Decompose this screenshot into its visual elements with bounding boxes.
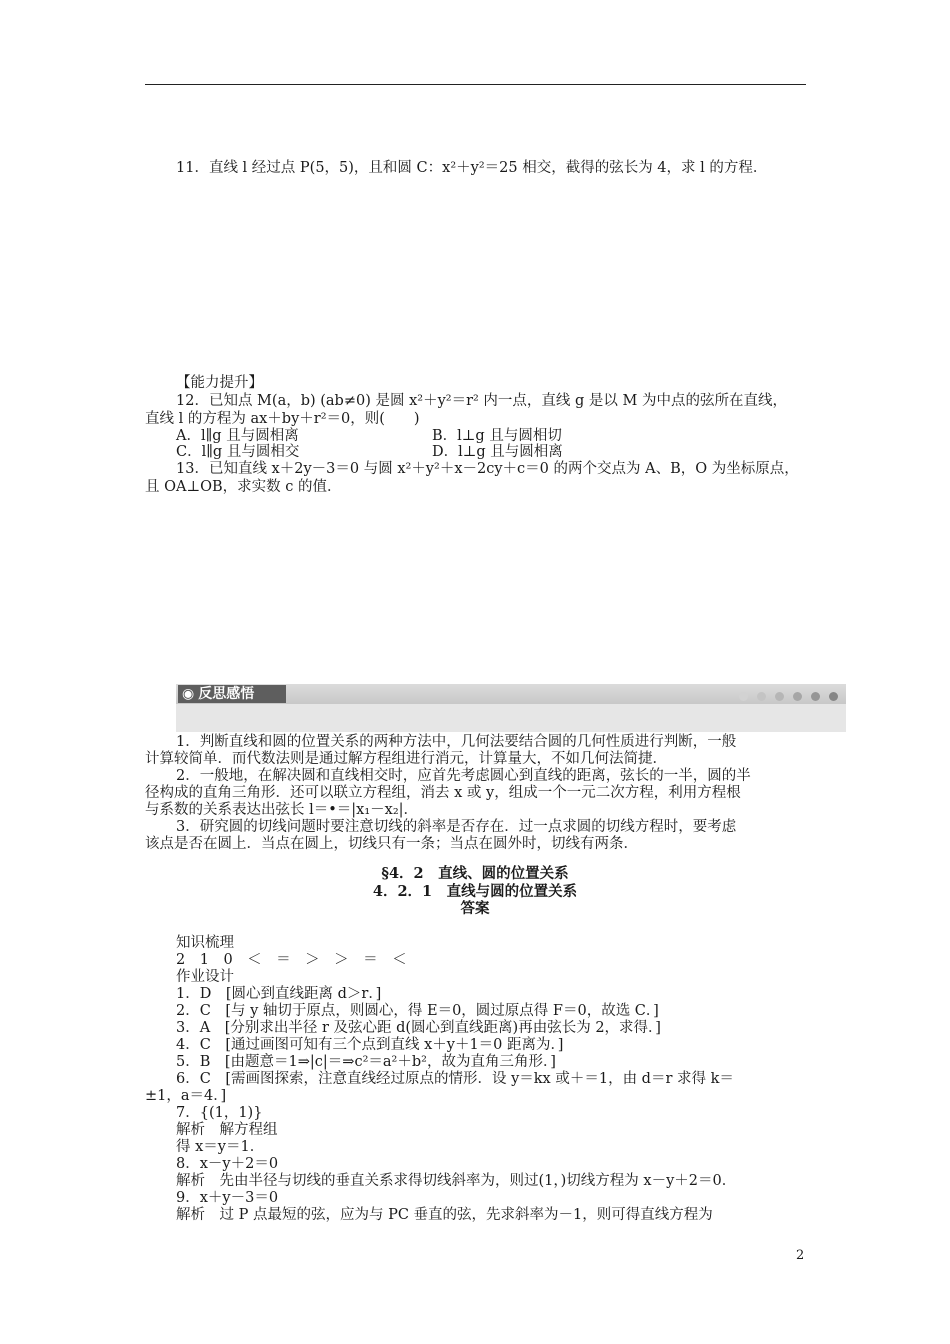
section-subtitle: 4．2．1 直线与圆的位置关系 <box>372 883 578 900</box>
section-title: §4．2 直线、圆的位置关系 <box>381 865 569 882</box>
answer-line: 作业设计 <box>176 969 234 985</box>
target-circle-icon: ◉ <box>182 686 195 702</box>
dot-icon <box>775 692 784 701</box>
dot-icon <box>757 692 766 701</box>
option-d: D．l⊥g 且与圆相离 <box>432 444 563 460</box>
answer-line: 知识梳理 <box>176 935 234 951</box>
option-c: C．l∥g 且与圆相交 <box>176 444 300 460</box>
dot-icon <box>793 692 802 701</box>
answer-heading: 答案 <box>460 900 490 917</box>
answer-line: 3．A [分别求出半径 r 及弦心距 d(圆心到直线距离)再由弦长为 2，求得．] <box>176 1020 661 1036</box>
page-number: 2 <box>796 1248 805 1263</box>
question-12-line-2: 直线 l 的方程为 ax＋by＋r²＝0，则( ) <box>145 411 420 427</box>
answer-line: 5．B [由题意＝1⇒|c|＝⇒c²＝a²＋b²，故为直角三角形．] <box>176 1054 556 1070</box>
question-11: 11．直线 l 经过点 P(5，5)，且和圆 C：x²＋y²＝25 相交，截得的弦长为 4，求 l 的方程． <box>176 160 768 176</box>
question-13-line-1: 13．已知直线 x＋2y－3＝0 与圆 x²＋y²＋x－2cy＋c＝0 的两个交点为 A、B，O 为坐标原点， <box>176 461 799 477</box>
reflection-p1-line-1: 1．判断直线和圆的位置关系的两种方法中，几何法要结合圆的几何性质进行判断，一般 <box>176 734 737 750</box>
answer-line: 解析 过 P 点最短的弦，应为与 PC 垂直的弦，先求斜率为－1，则可得直线方程为 <box>176 1207 713 1223</box>
answer-line: 解析 解方程组 <box>176 1122 278 1138</box>
reflection-p2-line-3: 与系数的关系表达出弦长 l＝•＝|x₁－x₂|． <box>145 802 419 818</box>
decorative-dots <box>730 689 838 705</box>
answer-line: 得 x＝y＝1． <box>176 1139 265 1155</box>
answer-line: 7．{(1，1)} <box>176 1105 263 1121</box>
option-b: B．l⊥g 且与圆相切 <box>432 428 562 444</box>
answer-line: 4．C [通过画图可知有三个点到直线 x＋y＋1＝0 距离为．] <box>176 1037 564 1053</box>
reflection-p2-line-1: 2．一般地，在解决圆和直线相交时，应首先考虑圆心到直线的距离，弦长的一半，圆的半 <box>176 768 751 784</box>
reflection-p3-line-1: 3．研究圆的切线问题时要注意切线的斜率是否存在．过一点求圆的切线方程时，要考虑 <box>176 819 737 835</box>
dot-icon <box>811 692 820 701</box>
banner-label-text: 反思感悟 <box>198 686 255 702</box>
option-a: A．l∥g 且与圆相离 <box>176 428 299 444</box>
header-rule <box>145 84 806 85</box>
answer-line: 2 1 0 ＜ ＝ ＞ ＞ ＝ ＜ <box>176 952 407 968</box>
answer-line: 1．D [圆心到直线距离 d＞r．] <box>176 986 382 1002</box>
answer-line: 8．x－y＋2＝0 <box>176 1156 279 1172</box>
reflection-banner <box>176 684 846 732</box>
question-13-line-2: 且 OA⊥OB，求实数 c 的值． <box>145 479 342 495</box>
question-12-line-1: 12．已知点 M(a，b) (ab≠0) 是圆 x²＋y²＝r² 内一点，直线 g 是以 M 为中点的弦所在直线， <box>176 393 788 409</box>
reflection-p1-line-2: 计算较简单．而代数法则是通过解方程组进行消元，计算量大，不如几何法简捷． <box>145 751 667 767</box>
reflection-p2-line-2: 径构成的直角三角形．还可以联立方程组，消去 x 或 y，组成一个一元二次方程，利用方程根 <box>145 785 741 801</box>
answer-line: ±1，a＝4．] <box>145 1088 227 1104</box>
answer-line: 6．C [需画图探索，注意直线经过原点的情形．设 y＝kx 或＋＝1，由 d＝r 求得 k＝ <box>176 1071 734 1087</box>
banner-top-bar <box>176 684 846 704</box>
reflection-p3-line-2: 该点是否在圆上．当点在圆上，切线只有一条；当点在圆外时，切线有两条． <box>145 836 638 852</box>
dot-icon <box>739 692 748 701</box>
ability-heading: 【能力提升】 <box>176 375 263 391</box>
banner-label <box>178 685 286 703</box>
answer-line: 2．C [与 y 轴切于原点，则圆心，得 E＝0，圆过原点得 F＝0，故选 C．] <box>176 1003 659 1019</box>
dot-icon <box>829 692 838 701</box>
answer-line: 解析 先由半径与切线的垂直关系求得切线斜率为，则过(1，)切线方程为 x－y＋2＝0． <box>176 1173 737 1189</box>
answer-line: 9．x＋y－3＝0 <box>176 1190 279 1206</box>
